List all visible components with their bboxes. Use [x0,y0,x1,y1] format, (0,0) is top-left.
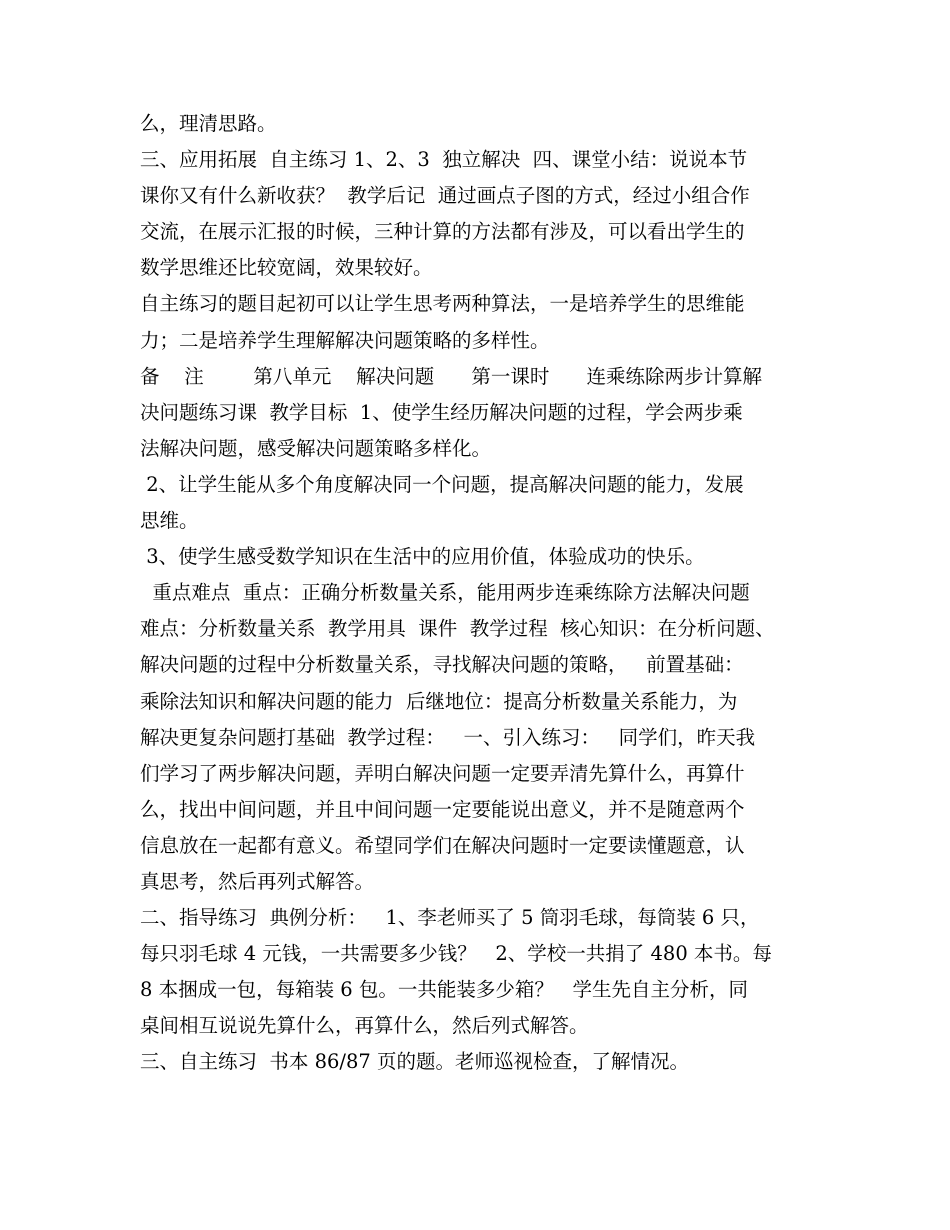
text-line: 备 注 第八单元 解决问题 第一课时 连乘练除两步计算解 [140,364,763,388]
text-line: 解决更复杂问题打基础 教学过程： 一、引入练习： 同学们，昨天我 [140,725,756,749]
text-line: 乘除法知识和解决问题的能力 后继地位：提高分析数量关系能力，为 [140,689,738,713]
text-line: 2、让学生能从多个角度解决同一个问题，提高解决问题的能力，发展 [140,472,744,496]
text-line: 课你又有什么新收获？ 教学后记 通过画点子图的方式，经过小组合作 [140,184,750,208]
text-line: 真思考，然后再列式解答。 [140,869,375,893]
text-line: 难点：分析数量关系 教学用具 课件 教学过程 核心知识：在分析问题、 [140,617,775,641]
text-line: 交流，在展示汇报的时候，三种计算的方法都有涉及，可以看出学生的 [140,220,745,244]
body-text [140,106,830,1081]
text-line: 二、指导练习 典例分析： 1、李老师买了 5 筒羽毛球，每筒装 6 只， [140,906,760,930]
text-line: 解决问题的过程中分析数量关系，寻找解决问题的策略， 前置基础： [140,653,744,677]
text-line: 三、应用拓展 自主练习 1、2、3 独立解决 四、课堂小结：说说本节 [140,148,748,172]
text-line: 么，找出中间问题，并且中间问题一定要能说出意义，并不是随意两个 [140,797,745,821]
text-line: 们学习了两步解决问题，弄明白解决问题一定要弄清先算什么，再算什 [140,761,745,785]
text-line: 8 本捆成一包，每箱装 6 包。一共能装多少箱？ 学生先自主分析，同 [140,978,749,1002]
text-line: 重点难点 重点：正确分析数量关系，能用两步连乘练除方法解决问题 [140,581,750,605]
text-line: 法解决问题，感受解决问题策略多样化。 [140,436,492,460]
text-line: 决问题练习课 教学目标 1、使学生经历解决问题的过程，学会两步乘 [140,400,743,424]
text-line: 自主练习的题目起初可以让学生思考两种算法，一是培养学生的思维能 [140,292,745,316]
text-line: 信息放在一起都有意义。希望同学们在解决问题时一定要读懂题意，认 [140,833,745,857]
text-line: 三、自主练习 书本 86/87 页的题。老师巡视检查，了解情况。 [140,1050,689,1074]
text-line: 桌间相互说说先算什么，再算什么，然后列式解答。 [140,1014,589,1038]
text-line: 么，理清思路。 [140,112,277,135]
text-line: 每只羽毛球 4 元钱，一共需要多少钱？ 2、学校一共捐了 480 本书。每 [140,942,772,966]
text-line: 思维。 [140,509,199,533]
text-line: 3、使学生感受数学知识在生活中的应用价值，体验成功的快乐。 [140,545,705,569]
text-line: 力；二是培养学生理解解决问题策略的多样性。 [140,328,550,352]
text-line: 数学思维还比较宽阔，效果较好。 [140,256,433,280]
